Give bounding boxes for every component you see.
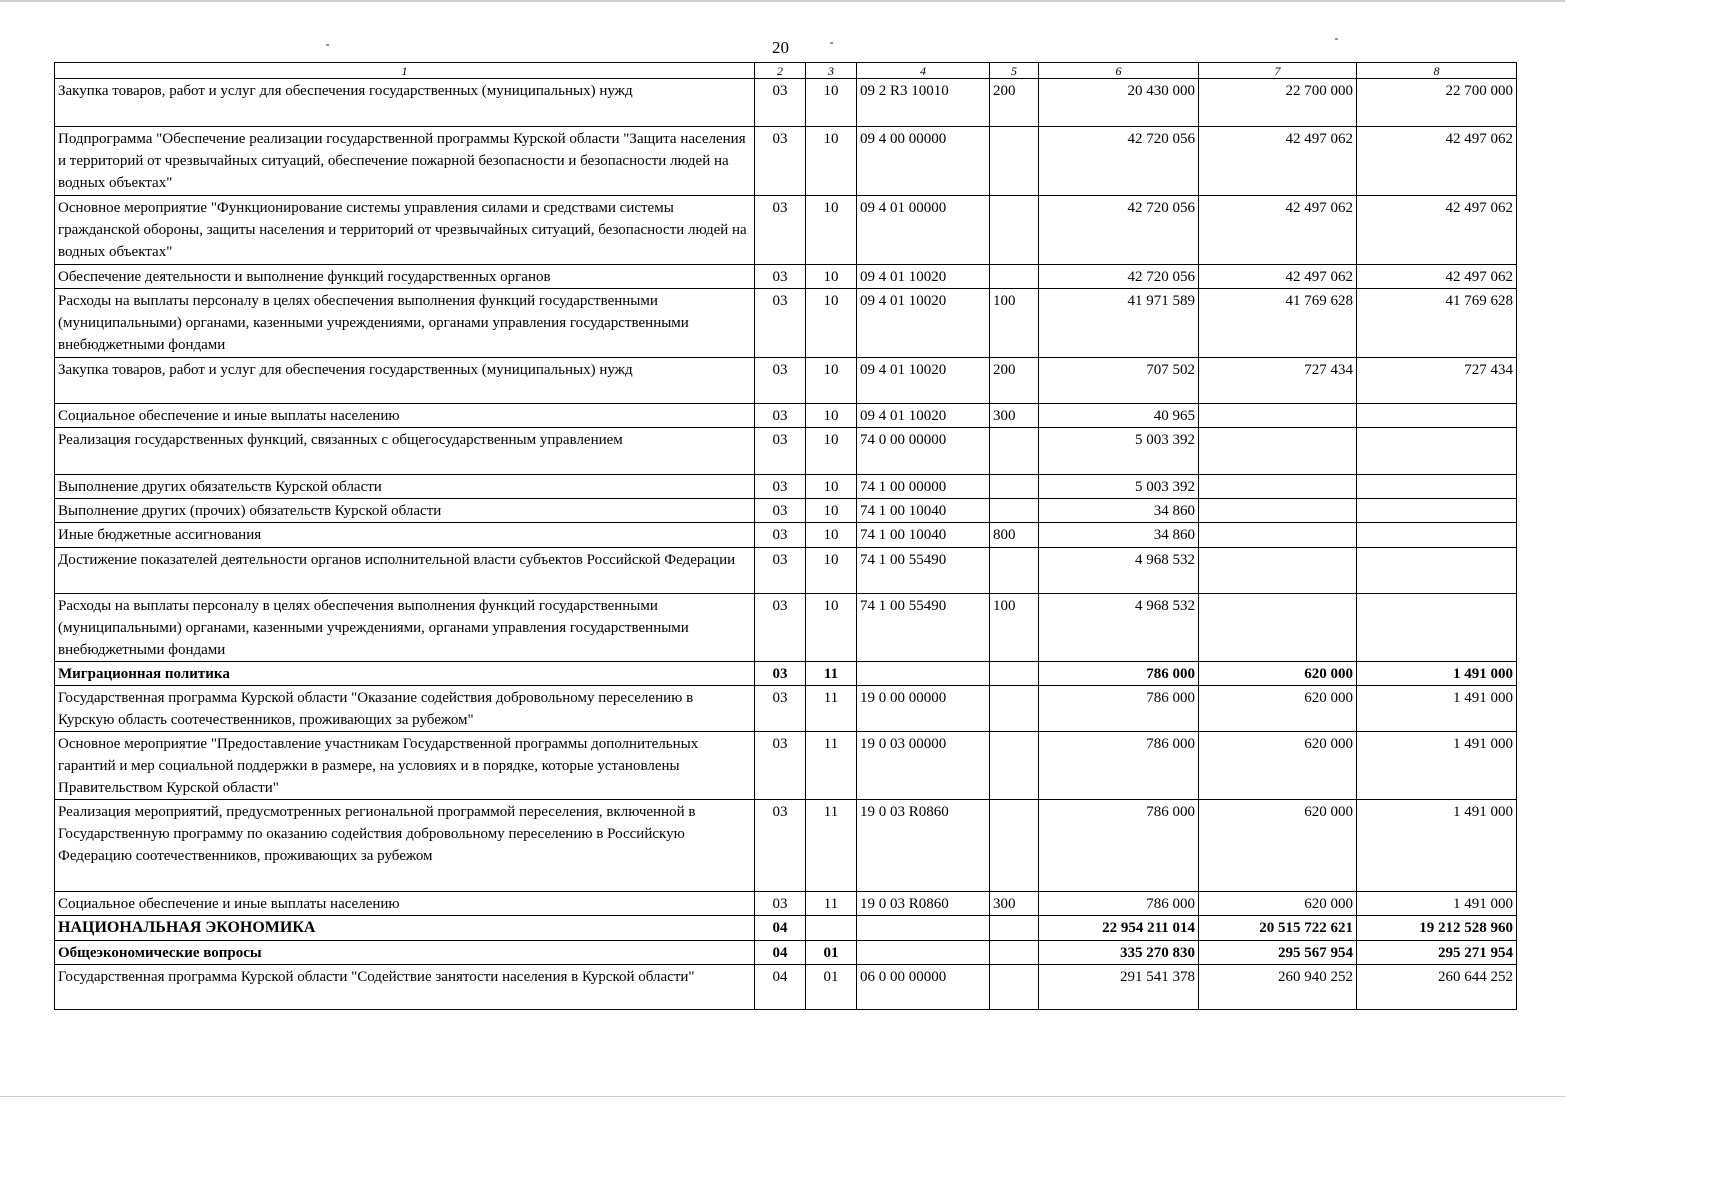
section-code-cell: 04 <box>755 941 806 965</box>
table-row <box>55 475 1517 499</box>
item-name-cell: Достижение показателей деятельности органов исполнительной власти субъектов Российской Федерации <box>55 548 755 594</box>
section-code-cell: 03 <box>755 79 806 127</box>
amount-col6-cell: 34 860 <box>1039 523 1199 548</box>
expense-type-cell <box>990 475 1039 499</box>
budget-table <box>54 62 1517 1010</box>
subsection-code-cell: 10 <box>806 499 857 523</box>
expense-type-cell: 300 <box>990 404 1039 428</box>
scan-speck <box>1335 38 1338 40</box>
item-name-cell: Общеэкономические вопросы <box>55 941 755 965</box>
amount-col7-cell: 42 497 062 <box>1199 196 1357 265</box>
section-code-cell: 03 <box>755 662 806 686</box>
expense-type-cell <box>990 499 1039 523</box>
amount-col6-cell: 5 003 392 <box>1039 475 1199 499</box>
amount-col7-cell: 727 434 <box>1199 358 1357 404</box>
amount-col8-cell: 727 434 <box>1357 358 1517 404</box>
item-name-cell: Реализация мероприятий, предусмотренных региональной программой переселения, включенной в Государственную программу по оказанию содействия добровольному переселению в Российскую Федерацию соотечественников, проживающих за рубежом <box>55 800 755 892</box>
item-name-cell: Расходы на выплаты персоналу в целях обеспечения выполнения функций государственными (муниципальными) органами, казенными учреждениями, органами управления государственными внебюджетными фондами <box>55 289 755 358</box>
subsection-code-cell: 11 <box>806 686 857 732</box>
amount-col6-cell: 786 000 <box>1039 686 1199 732</box>
subsection-code-cell: 10 <box>806 358 857 404</box>
amount-col7-cell: 620 000 <box>1199 686 1357 732</box>
header-cell: 7 <box>1199 63 1357 79</box>
amount-col7-cell: 620 000 <box>1199 892 1357 916</box>
amount-col7-cell <box>1199 475 1357 499</box>
table-row <box>55 358 1517 404</box>
target-article-cell <box>857 662 990 686</box>
expense-type-cell <box>990 265 1039 289</box>
expense-type-cell <box>990 965 1039 1010</box>
target-article-cell: 19 0 03 00000 <box>857 732 990 800</box>
page-number: 20 <box>772 38 789 57</box>
amount-col6-cell: 42 720 056 <box>1039 265 1199 289</box>
scan-edge-top <box>0 0 1565 2</box>
subsection-code-cell <box>806 916 857 941</box>
target-article-cell: 09 4 01 10020 <box>857 358 990 404</box>
amount-col6-cell: 40 965 <box>1039 404 1199 428</box>
amount-col8-cell <box>1357 594 1517 662</box>
scan-edge-bottom <box>0 1096 1565 1097</box>
section-code-cell: 03 <box>755 265 806 289</box>
amount-col8-cell: 42 497 062 <box>1357 196 1517 265</box>
table-row <box>55 404 1517 428</box>
item-name-cell: Выполнение других (прочих) обязательств Курской области <box>55 499 755 523</box>
item-name-cell: Закупка товаров, работ и услуг для обеспечения государственных (муниципальных) нужд <box>55 358 755 404</box>
expense-type-cell <box>990 428 1039 475</box>
amount-col6-cell: 20 430 000 <box>1039 79 1199 127</box>
amount-col8-cell <box>1357 548 1517 594</box>
amount-col8-cell: 1 491 000 <box>1357 686 1517 732</box>
amount-col6-cell: 786 000 <box>1039 662 1199 686</box>
table-row <box>55 127 1517 196</box>
item-name-cell: Миграционная политика <box>55 662 755 686</box>
amount-col7-cell: 42 497 062 <box>1199 127 1357 196</box>
section-code-cell: 03 <box>755 404 806 428</box>
target-article-cell <box>857 916 990 941</box>
target-article-cell: 09 2 R3 10010 <box>857 79 990 127</box>
amount-col8-cell: 41 769 628 <box>1357 289 1517 358</box>
expense-type-cell: 200 <box>990 79 1039 127</box>
amount-col8-cell: 1 491 000 <box>1357 662 1517 686</box>
amount-col6-cell: 4 968 532 <box>1039 594 1199 662</box>
amount-col6-cell: 34 860 <box>1039 499 1199 523</box>
header-cell: 5 <box>990 63 1039 79</box>
amount-col6-cell: 786 000 <box>1039 892 1199 916</box>
table-row <box>55 941 1517 965</box>
expense-type-cell <box>990 800 1039 892</box>
amount-col7-cell <box>1199 523 1357 548</box>
expense-type-cell <box>990 941 1039 965</box>
section-code-cell: 03 <box>755 428 806 475</box>
amount-col6-cell: 22 954 211 014 <box>1039 916 1199 941</box>
subsection-code-cell: 10 <box>806 594 857 662</box>
header-cell: 3 <box>806 63 857 79</box>
subsection-code-cell: 10 <box>806 428 857 475</box>
section-code-cell: 03 <box>755 686 806 732</box>
amount-col7-cell: 295 567 954 <box>1199 941 1357 965</box>
section-code-cell: 03 <box>755 127 806 196</box>
target-article-cell: 19 0 03 R0860 <box>857 892 990 916</box>
amount-col8-cell: 295 271 954 <box>1357 941 1517 965</box>
section-code-cell: 03 <box>755 892 806 916</box>
amount-col6-cell: 707 502 <box>1039 358 1199 404</box>
item-name-cell: Реализация государственных функций, связанных с общегосударственным управлением <box>55 428 755 475</box>
amount-col6-cell: 41 971 589 <box>1039 289 1199 358</box>
table-row <box>55 548 1517 594</box>
table-row <box>55 265 1517 289</box>
target-article-cell: 74 1 00 10040 <box>857 499 990 523</box>
item-name-cell: Государственная программа Курской области "Содействие занятости населения в Курской области" <box>55 965 755 1010</box>
subsection-code-cell: 11 <box>806 800 857 892</box>
table-row <box>55 662 1517 686</box>
amount-col8-cell <box>1357 428 1517 475</box>
expense-type-cell: 200 <box>990 358 1039 404</box>
table-row <box>55 892 1517 916</box>
item-name-cell: Государственная программа Курской области "Оказание содействия добровольному переселению в Курскую область соотечественников, проживающих за рубежом" <box>55 686 755 732</box>
amount-col8-cell: 1 491 000 <box>1357 892 1517 916</box>
expense-type-cell: 100 <box>990 289 1039 358</box>
target-article-cell: 09 4 01 10020 <box>857 289 990 358</box>
amount-col6-cell: 335 270 830 <box>1039 941 1199 965</box>
target-article-cell: 06 0 00 00000 <box>857 965 990 1010</box>
amount-col8-cell: 22 700 000 <box>1357 79 1517 127</box>
amount-col6-cell: 291 541 378 <box>1039 965 1199 1010</box>
amount-col8-cell: 1 491 000 <box>1357 732 1517 800</box>
target-article-cell <box>857 941 990 965</box>
section-code-cell: 03 <box>755 732 806 800</box>
amount-col7-cell: 20 515 722 621 <box>1199 916 1357 941</box>
item-name-cell: Подпрограмма "Обеспечение реализации государственной программы Курской области "Защита населения и территорий от чрезвычайных ситуаций, обеспечение пожарной безопасности и безопасности людей на водных объектах" <box>55 127 755 196</box>
table-row <box>55 79 1517 127</box>
item-name-cell: НАЦИОНАЛЬНАЯ ЭКОНОМИКА <box>55 916 755 941</box>
item-name-cell: Закупка товаров, работ и услуг для обеспечения государственных (муниципальных) нужд <box>55 79 755 127</box>
section-code-cell: 03 <box>755 800 806 892</box>
subsection-code-cell: 11 <box>806 662 857 686</box>
item-name-cell: Расходы на выплаты персоналу в целях обеспечения выполнения функций государственными (муниципальными) органами, казенными учреждениями, органами управления государственными внебюджетными фондами <box>55 594 755 662</box>
item-name-cell: Выполнение других обязательств Курской области <box>55 475 755 499</box>
subsection-code-cell: 10 <box>806 265 857 289</box>
subsection-code-cell: 10 <box>806 404 857 428</box>
target-article-cell: 09 4 00 00000 <box>857 127 990 196</box>
header-cell: 4 <box>857 63 990 79</box>
target-article-cell: 74 1 00 55490 <box>857 548 990 594</box>
section-code-cell: 03 <box>755 475 806 499</box>
amount-col7-cell <box>1199 594 1357 662</box>
item-name-cell: Основное мероприятие "Функционирование системы управления силами и средствами системы гражданской обороны, защиты населения и территорий от чрезвычайных ситуаций, безопасности людей на водных объектах" <box>55 196 755 265</box>
section-code-cell: 04 <box>755 965 806 1010</box>
header-cell: 1 <box>55 63 755 79</box>
item-name-cell: Основное мероприятие "Предоставление участникам Государственной программы дополнительных гарантий и мер социальной поддержки в размере, на условиях и в порядке, которые установлены Правительством Курской области" <box>55 732 755 800</box>
section-code-cell: 03 <box>755 548 806 594</box>
expense-type-cell <box>990 686 1039 732</box>
amount-col8-cell: 42 497 062 <box>1357 265 1517 289</box>
amount-col7-cell: 620 000 <box>1199 800 1357 892</box>
header-cell: 6 <box>1039 63 1199 79</box>
expense-type-cell <box>990 196 1039 265</box>
amount-col7-cell <box>1199 548 1357 594</box>
expense-type-cell <box>990 662 1039 686</box>
header-cell: 2 <box>755 63 806 79</box>
amount-col7-cell: 42 497 062 <box>1199 265 1357 289</box>
target-article-cell: 74 1 00 55490 <box>857 594 990 662</box>
amount-col7-cell: 620 000 <box>1199 662 1357 686</box>
table-row <box>55 594 1517 662</box>
table-row <box>55 428 1517 475</box>
amount-col8-cell <box>1357 475 1517 499</box>
item-name-cell: Иные бюджетные ассигнования <box>55 523 755 548</box>
amount-col8-cell <box>1357 404 1517 428</box>
expense-type-cell: 800 <box>990 523 1039 548</box>
table-row <box>55 289 1517 358</box>
table-row <box>55 499 1517 523</box>
header-cell: 8 <box>1357 63 1517 79</box>
table-row <box>55 732 1517 800</box>
amount-col7-cell: 260 940 252 <box>1199 965 1357 1010</box>
expense-type-cell <box>990 548 1039 594</box>
subsection-code-cell: 11 <box>806 732 857 800</box>
amount-col6-cell: 42 720 056 <box>1039 196 1199 265</box>
table-row <box>55 916 1517 941</box>
section-code-cell: 03 <box>755 523 806 548</box>
item-name-cell: Обеспечение деятельности и выполнение функций государственных органов <box>55 265 755 289</box>
amount-col8-cell <box>1357 523 1517 548</box>
section-code-cell: 04 <box>755 916 806 941</box>
amount-col7-cell <box>1199 428 1357 475</box>
table-row <box>55 196 1517 265</box>
target-article-cell: 74 1 00 00000 <box>857 475 990 499</box>
subsection-code-cell: 10 <box>806 196 857 265</box>
subsection-code-cell: 10 <box>806 475 857 499</box>
amount-col7-cell: 620 000 <box>1199 732 1357 800</box>
amount-col8-cell <box>1357 499 1517 523</box>
target-article-cell: 19 0 03 R0860 <box>857 800 990 892</box>
target-article-cell: 74 1 00 10040 <box>857 523 990 548</box>
scan-speck <box>326 44 329 46</box>
amount-col6-cell: 5 003 392 <box>1039 428 1199 475</box>
header-row <box>55 63 1517 79</box>
amount-col7-cell: 22 700 000 <box>1199 79 1357 127</box>
section-code-cell: 03 <box>755 196 806 265</box>
subsection-code-cell: 10 <box>806 548 857 594</box>
expense-type-cell: 300 <box>990 892 1039 916</box>
section-code-cell: 03 <box>755 289 806 358</box>
expense-type-cell <box>990 127 1039 196</box>
amount-col6-cell: 4 968 532 <box>1039 548 1199 594</box>
expense-type-cell <box>990 916 1039 941</box>
amount-col7-cell <box>1199 404 1357 428</box>
subsection-code-cell: 01 <box>806 941 857 965</box>
target-article-cell: 09 4 01 00000 <box>857 196 990 265</box>
subsection-code-cell: 10 <box>806 127 857 196</box>
target-article-cell: 09 4 01 10020 <box>857 265 990 289</box>
section-code-cell: 03 <box>755 499 806 523</box>
amount-col6-cell: 786 000 <box>1039 800 1199 892</box>
expense-type-cell <box>990 732 1039 800</box>
subsection-code-cell: 10 <box>806 79 857 127</box>
target-article-cell: 19 0 00 00000 <box>857 686 990 732</box>
table-row <box>55 800 1517 892</box>
amount-col8-cell: 19 212 528 960 <box>1357 916 1517 941</box>
subsection-code-cell: 10 <box>806 289 857 358</box>
section-code-cell: 03 <box>755 594 806 662</box>
amount-col8-cell: 1 491 000 <box>1357 800 1517 892</box>
subsection-code-cell: 10 <box>806 523 857 548</box>
scan-speck <box>830 42 833 44</box>
target-article-cell: 09 4 01 10020 <box>857 404 990 428</box>
table-row <box>55 523 1517 548</box>
amount-col7-cell: 41 769 628 <box>1199 289 1357 358</box>
target-article-cell: 74 0 00 00000 <box>857 428 990 475</box>
amount-col6-cell: 786 000 <box>1039 732 1199 800</box>
item-name-cell: Социальное обеспечение и иные выплаты населению <box>55 404 755 428</box>
table-row <box>55 686 1517 732</box>
subsection-code-cell: 01 <box>806 965 857 1010</box>
amount-col8-cell: 42 497 062 <box>1357 127 1517 196</box>
amount-col8-cell: 260 644 252 <box>1357 965 1517 1010</box>
amount-col6-cell: 42 720 056 <box>1039 127 1199 196</box>
expense-type-cell: 100 <box>990 594 1039 662</box>
section-code-cell: 03 <box>755 358 806 404</box>
amount-col7-cell <box>1199 499 1357 523</box>
subsection-code-cell: 11 <box>806 892 857 916</box>
table-row <box>55 965 1517 1010</box>
item-name-cell: Социальное обеспечение и иные выплаты населению <box>55 892 755 916</box>
